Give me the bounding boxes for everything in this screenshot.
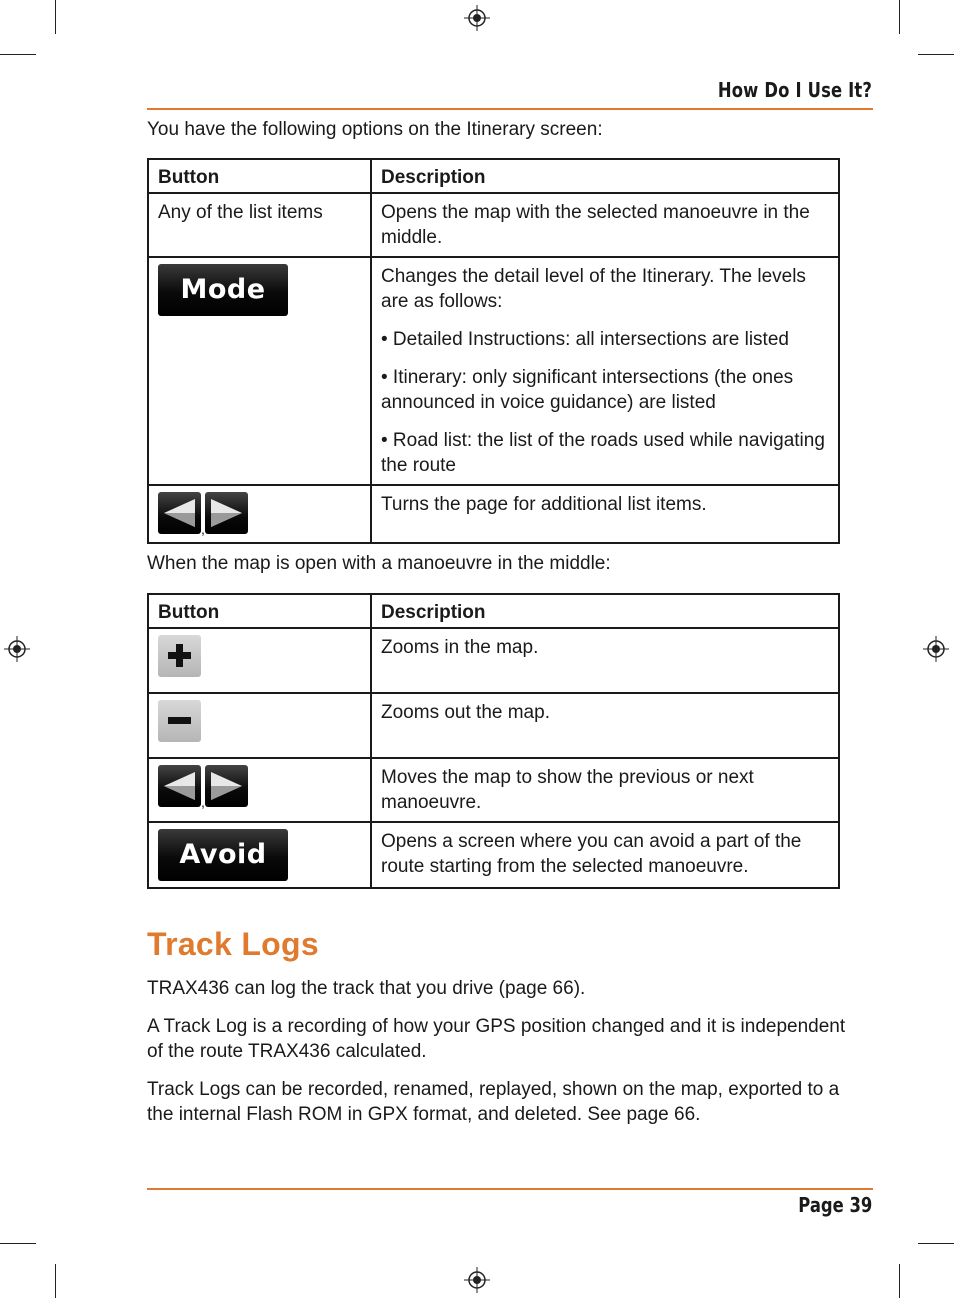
registration-mark-icon [4, 636, 30, 662]
crop-mark [918, 54, 954, 55]
table-row [148, 822, 839, 888]
mode-button[interactable]: Mode [158, 264, 288, 316]
button-cell [148, 758, 371, 822]
crop-mark [899, 1264, 900, 1298]
header-rule [147, 108, 873, 110]
description-cell: Moves the map to show the previous or next manoeuvre. [371, 758, 839, 822]
itinerary-options-table [147, 158, 840, 544]
arrow-right-icon [209, 770, 244, 802]
previous-manoeuvre-button[interactable] [158, 765, 201, 807]
description-cell: Zooms in the map. [371, 628, 839, 693]
avoid-button[interactable]: Avoid [158, 829, 288, 881]
intro-itinerary: You have the following options on the Itinerary screen: [147, 119, 603, 140]
next-manoeuvre-button[interactable] [205, 765, 248, 807]
section-title: Track Logs [147, 926, 319, 962]
description-cell [371, 257, 839, 485]
arrow-left-icon [162, 497, 197, 529]
button-cell: Any of the list items [148, 193, 371, 257]
intro-map: When the map is open with a manoeuvre in the middle: [147, 553, 611, 574]
separator: , [201, 521, 205, 537]
crop-mark [918, 1243, 954, 1244]
body-paragraph: Track Logs can be recorded, renamed, replayed, shown on the map, exported to a the internal Flash ROM in GPX format, and deleted. See page 66. [147, 1079, 840, 1125]
crop-mark [55, 0, 56, 34]
button-cell [148, 485, 371, 543]
table-header-row [148, 594, 839, 628]
description-text: • Detailed Instructions: all intersections are listed [381, 329, 789, 350]
page-number: Page 39 [797, 1193, 872, 1217]
description-cell: Zooms out the map. [371, 693, 839, 758]
crop-mark [899, 0, 900, 34]
table-header-row [148, 159, 839, 193]
column-header-description: Description [371, 159, 839, 193]
description-text: • Road list: the list of the roads used while navigating the route [381, 430, 825, 476]
description-text: Changes the detail level of the Itinerary. The levels are as follows: [381, 266, 806, 312]
table-row [148, 257, 839, 485]
body-paragraph: A Track Log is a recording of how your GPS position changed and it is independent of the route TRAX436 calculated. [147, 1016, 846, 1062]
body-paragraph: TRAX436 can log the track that you drive (page 66). [147, 978, 586, 999]
table-row [148, 693, 839, 758]
next-page-button[interactable] [205, 492, 248, 534]
crop-mark [0, 54, 36, 55]
crop-mark [55, 1264, 56, 1298]
table-row [148, 485, 839, 543]
button-cell [148, 822, 371, 888]
description-text: • Itinerary: only significant intersections (the ones announced in voice guidance) are listed [381, 367, 794, 413]
zoom-in-button[interactable] [158, 635, 201, 677]
separator: , [201, 794, 205, 810]
previous-page-button[interactable] [158, 492, 201, 534]
table-row [148, 758, 839, 822]
running-header: How Do I Use It? [717, 78, 872, 102]
description-cell: Opens the map with the selected manoeuvre in the middle. [371, 193, 839, 257]
minus-icon [167, 708, 192, 733]
arrow-left-icon [162, 770, 197, 802]
button-cell [148, 628, 371, 693]
registration-mark-icon [923, 636, 949, 662]
registration-mark-icon [464, 1267, 490, 1293]
zoom-out-button[interactable] [158, 700, 201, 742]
column-header-description: Description [371, 594, 839, 628]
column-header-button: Button [148, 159, 371, 193]
crop-mark [0, 1243, 36, 1244]
column-header-button: Button [148, 594, 371, 628]
table-row [148, 193, 839, 257]
footer-rule [147, 1188, 873, 1190]
map-options-table [147, 593, 840, 889]
description-cell: Turns the page for additional list items. [371, 485, 839, 543]
registration-mark-icon [464, 5, 490, 31]
description-cell: Opens a screen where you can avoid a part of the route starting from the selected manoeuvre. [371, 822, 839, 888]
button-cell [148, 693, 371, 758]
arrow-right-icon [209, 497, 244, 529]
plus-icon [167, 643, 192, 668]
button-cell [148, 257, 371, 485]
table-row [148, 628, 839, 693]
